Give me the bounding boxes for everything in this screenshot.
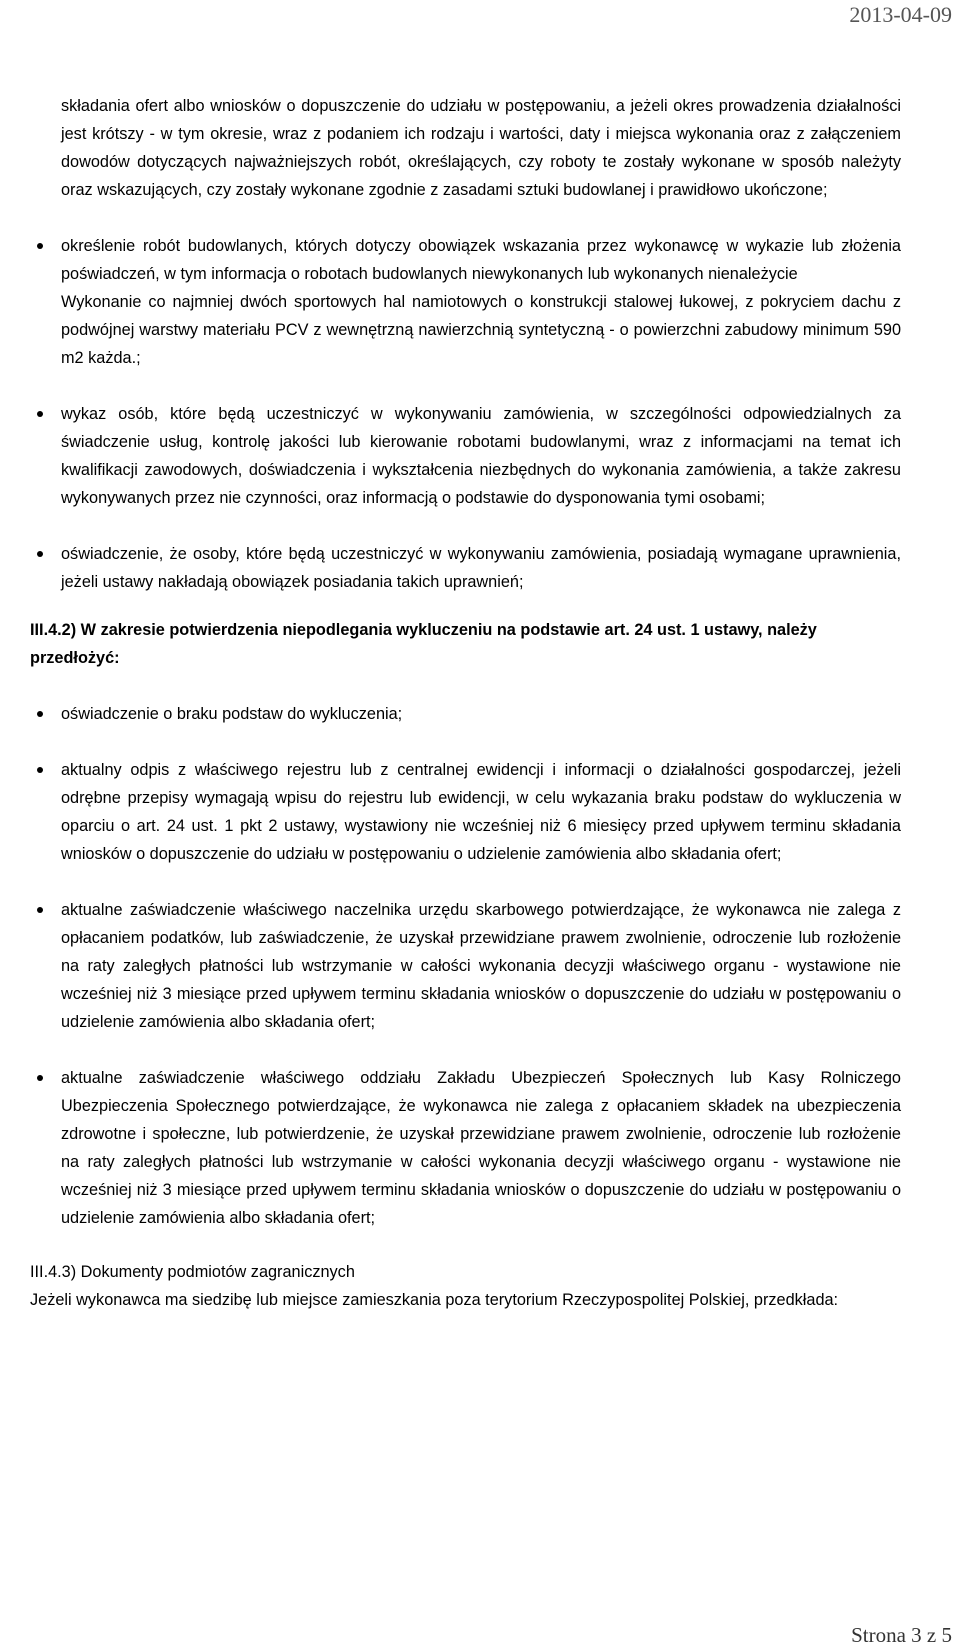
section-text-iii-4-3: Jeżeli wykonawca ma siedzibę lub miejsce zamieszkania poza terytorium Rzeczypospolitej Polskiej, przedkłada: — [30, 1291, 839, 1309]
list-item-text: wykaz osób, które będą uczestniczyć w wykonywaniu zamówienia, w szczególności odpowiedzialnych za świadczenie usług, kontrolę jakości lub kierowanie robotami budowlanymi, wraz z informacjami na temat ich kwalifikacji zawodowych, doświadczenia i wykształcenia niezbędnych do wykonania zamówienia, a także zakresu wykonywanych przez nie czynności, oraz informacją o podstawie do dysponowania tymi osobami; — [61, 405, 901, 507]
list-item-text: określenie robót budowlanych, których dotyczy obowiązek wskazania przez wykonawcę w wykazie lub złożenia poświadczeń, w tym informacja o robotach budowlanych niewykonanych lub wykonanych nienależycie — [61, 237, 901, 283]
list-item — [61, 232, 901, 372]
document-body — [0, 92, 960, 1314]
list-item-text: oświadczenie o braku podstaw do wykluczenia; — [61, 705, 403, 723]
list-item-text: oświadczenie, że osoby, które będą uczestniczyć w wykonywaniu zamówienia, posiadają wymagane uprawnienia, jeżeli ustawy nakładają obowiązek posiadania takich uprawnień; — [61, 545, 901, 591]
list-item-extra: Wykonanie co najmniej dwóch sportowych hal namiotowych o konstrukcji stalowej łukowej, z pokryciem dachu z podwójnej warstwy materiału PCV z wewnętrzną nawierzchnią syntetyczną - o powierzchni zabudowy minimum 590 m2 każda.; — [61, 293, 901, 367]
list-item-text: aktualny odpis z właściwego rejestru lub z centralnej ewidencji i informacji o działalności gospodarczej, jeżeli odrębne przepisy wymagają wpisu do rejestru lub ewidencji, w celu wykazania braku podstaw do wykluczenia w oparciu o art. 24 ust. 1 pkt 2 ustawy, wystawiony nie wcześniej niż 6 miesięcy przed upływem terminu składania wniosków o dopuszczenie do udziału w postępowaniu o udzielenie zamówienia albo składania ofert; — [61, 761, 901, 863]
page-number: Strona 3 z 5 — [851, 1623, 952, 1647]
list-item — [61, 756, 901, 868]
section-heading-iii-4-2: III.4.2) W zakresie potwierdzenia niepodlegania wykluczeniu na podstawie art. 24 ust. 1 ustawy, należy przedłożyć: — [30, 621, 817, 667]
list-item — [61, 1064, 901, 1232]
list-item-text: aktualne zaświadczenie właściwego naczelnika urzędu skarbowego potwierdzające, że wykonawca nie zalega z opłacaniem podatków, lub zaświadczenie, że uzyskał przewidziane prawem zwolnienie, odroczenie lub rozłożenie na raty zaległych płatności lub wstrzymanie w całości wykonania decyzji właściwego organu - wystawione nie wcześniej niż 3 miesiące przed upływem terminu składania wniosków o dopuszczenie do udziału w postępowaniu o udzielenie zamówienia albo składania ofert; — [61, 901, 901, 1031]
intro-continuation: składania ofert albo wniosków o dopuszczenie do udziału w postępowaniu, a jeżeli okres prowadzenia działalności jest krótszy - w tym okresie, wraz z podaniem ich rodzaju i wartości, daty i miejsca wykonania oraz z załączeniem dowodów dotyczących najważniejszych robót, określających, czy roboty te zostały wykonane w sposób należyty oraz wskazujących, czy zostały wykonane zgodnie z zasadami sztuki budowlanej i prawidłowo ukończone; — [61, 97, 901, 199]
list-item-text: aktualne zaświadczenie właściwego oddziału Zakładu Ubezpieczeń Społecznych lub Kasy Rolniczego Ubezpieczenia Społecznego potwierdzające, że wykonawca nie zalega z opłacaniem składek na ubezpieczenia zdrowotne i społeczne, lub potwierdzenie, że uzyskał przewidziane prawem zwolnienie, odroczenie lub rozłożenie na raty zaległych płatności lub wstrzymanie w całości wykonania decyzji właściwego organu - wystawione nie wcześniej niż 3 miesiące przed upływem terminu składania wniosków o dopuszczenie do udziału w postępowaniu o udzielenie zamówienia albo składania ofert; — [61, 1069, 901, 1227]
list-item — [61, 400, 901, 512]
section-heading-iii-4-3: III.4.3) Dokumenty podmiotów zagranicznych — [30, 1263, 355, 1281]
document-date: 2013-04-09 — [849, 2, 952, 27]
list-item — [61, 540, 901, 596]
list-item — [61, 896, 901, 1036]
list-item — [61, 700, 901, 728]
